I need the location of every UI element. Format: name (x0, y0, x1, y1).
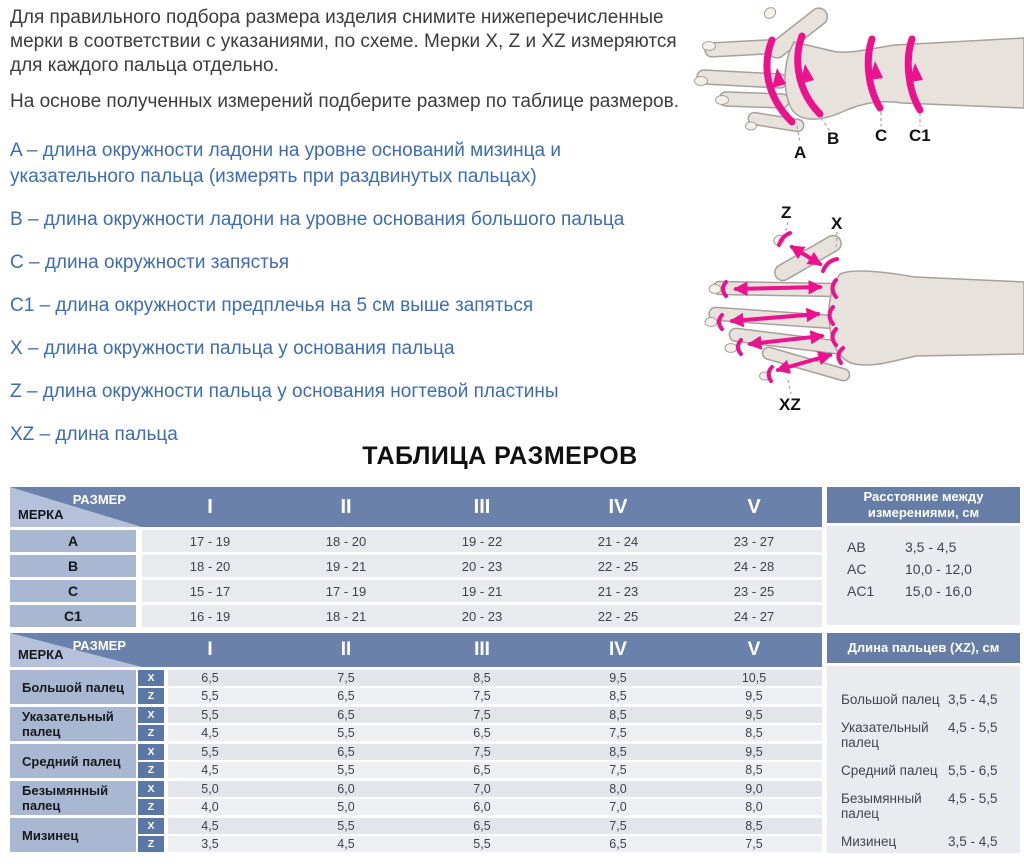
col-header-V: V (686, 487, 822, 527)
x-badge: X (138, 781, 164, 797)
distance-panel-title: Расстояние между измерениями, см (827, 487, 1020, 523)
finger-length-panel-title: Длина пальцев (XZ), см (827, 633, 1020, 663)
measurement-def-c1: C1 – длина окружности предплечья на 5 см выше запяться (10, 295, 534, 316)
measurement-def-x: X – длина окружности пальца у основания пальца (10, 338, 455, 359)
measurement-def-a: A – длина окружности ладони на уровне оснований мизинца и указательного пальца (измерять при раздвинутых пальцах) (10, 140, 561, 187)
size-table-circumference (10, 487, 822, 627)
z-badge: Z (138, 725, 164, 741)
col-header-III: III (414, 487, 550, 527)
diagram-label-b: B (827, 129, 840, 148)
corner-cell (10, 633, 142, 667)
diagram-label-z: Z (781, 203, 792, 222)
size-table-fingers (10, 633, 822, 852)
finger-group-index: Указательный палец X Z 5,5 6,5 7,5 8,5 9,5 4,5 5,5 6,5 7,5 8,5 (10, 707, 822, 741)
col-header-V: V (686, 633, 822, 667)
hand-circumference-diagram (680, 0, 1024, 172)
measurement-def-z: Z – длина окружности пальца у основания ногтевой пластины (10, 381, 559, 402)
col-header-III: III (414, 633, 550, 667)
corner-merka-label: МЕРКА (18, 647, 64, 662)
col-header-IV: IV (550, 633, 686, 667)
measurement-def-xz: XZ – длина пальца (10, 424, 178, 445)
col-header-I: I (142, 633, 278, 667)
length-row-thumb: Большой палец 3,5 - 4,5 (841, 692, 998, 707)
z-arc-pinky-icon (769, 367, 772, 381)
intro-paragraph: Для правильного подбора размера изделия снимите нижеперечисленные мерки в соответствии с указаниями, по схеме. Мерки X, Z и XZ измеряются для каждого пальца отдельно. (10, 7, 677, 76)
z-badge: Z (138, 688, 164, 704)
finger-length-panel (827, 633, 1020, 853)
size-table-title: ТАБЛИЦА РАЗМЕРОВ (362, 442, 638, 470)
distance-panel (827, 487, 1020, 625)
length-row-pinky: Мизинец 3,5 - 4,5 (841, 834, 998, 849)
corner-merka-label: МЕРКА (18, 507, 64, 522)
finger-group-pinky: Мизинец X Z 4,5 5,5 6,5 7,5 8,5 3,5 4,5 5,5 6,5 7,5 (10, 818, 822, 852)
col-header-II: II (278, 487, 414, 527)
corner-size-label: РАЗМЕР (72, 492, 126, 507)
corner-size-label: РАЗМЕР (72, 638, 126, 653)
length-row-ring: Безымянный палец 4,5 - 5,5 (841, 791, 998, 821)
x-arc-thumb-icon (823, 259, 837, 271)
finger-group-middle: Средний палец X Z 5,5 6,5 7,5 8,5 9,5 4,5 5,5 6,5 7,5 8,5 (10, 744, 822, 778)
finger-group-ring: Безымянный палец X Z 5,0 6,0 7,0 8,0 9,0 4,0 5,0 6,0 7,0 8,0 (10, 781, 822, 815)
table-row-c1: C1 16 - 19 18 - 21 20 - 23 22 - 25 24 - 27 (10, 605, 822, 627)
distance-row-ab: AB 3,5 - 4,5 (847, 539, 957, 555)
diagram-label-xz: XZ (779, 395, 801, 414)
col-header-I: I (142, 487, 278, 527)
z-badge: Z (138, 836, 164, 852)
measurement-definitions (10, 138, 674, 465)
table-row-c: C 15 - 17 17 - 19 19 - 21 21 - 23 23 - 25 (10, 580, 822, 602)
distance-row-ac: AC 10,0 - 12,0 (847, 561, 972, 577)
length-row-index: Указательный палец 4,5 - 5,5 (841, 720, 998, 750)
table-row-a: A 17 - 19 18 - 20 19 - 22 21 - 24 23 - 27 (10, 530, 822, 552)
table-header (10, 633, 822, 667)
length-row-middle: Средний палец 5,5 - 6,5 (841, 763, 998, 778)
intro-paragraph-2: На основе полученных измерений подберите размер по таблице размеров. (10, 91, 679, 112)
x-badge: X (138, 818, 164, 834)
diagram-label-c1: C1 (909, 126, 931, 145)
table-header (10, 487, 822, 527)
finger-group-thumb: Большой палец X Z 6,5 7,5 8,5 9,5 10,5 5,5 6,5 7,5 8,5 9,5 (10, 670, 822, 704)
measurement-def-b: B – длина окружности ладони на уровне основания большого пальца (10, 209, 625, 230)
z-arc-middle-icon (719, 315, 722, 329)
z-arc-ring-icon (738, 340, 741, 354)
hand-icon (697, 5, 1024, 133)
col-header-IV: IV (550, 487, 686, 527)
diagram-label-x: X (831, 214, 843, 233)
z-badge: Z (138, 762, 164, 778)
x-badge: X (138, 744, 164, 760)
measurement-def-c: C – длина окружности запястья (10, 252, 290, 273)
corner-cell (10, 487, 142, 527)
x-badge: X (138, 707, 164, 723)
diagram-label-a: A (794, 143, 807, 162)
xz-arrow-index-icon (736, 287, 820, 289)
finger-measurement-diagram (680, 192, 1024, 422)
col-header-II: II (278, 633, 414, 667)
diagram-label-c: C (875, 126, 888, 145)
distance-row-ac1: AC1 15,0 - 16,0 (847, 583, 972, 599)
x-badge: X (138, 670, 164, 686)
z-badge: Z (138, 799, 164, 815)
table-row-b: B 18 - 20 19 - 21 20 - 23 22 - 25 24 - 28 (10, 555, 822, 577)
hand-icon (709, 233, 1024, 383)
